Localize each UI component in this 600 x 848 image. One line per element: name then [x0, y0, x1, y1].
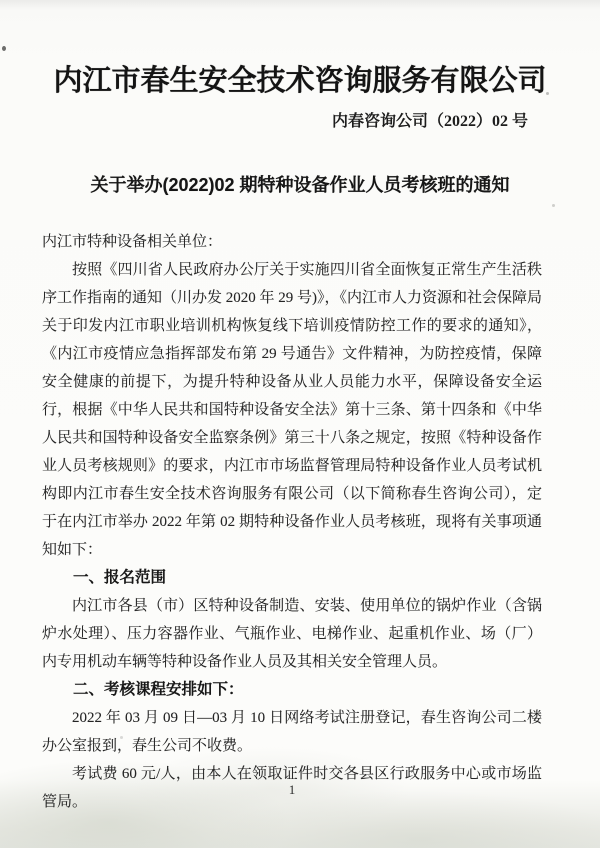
scan-speck-icon	[552, 204, 555, 207]
company-title: 内江市春生安全技术咨询服务有限公司	[53, 65, 547, 97]
doc-number: 内春咨询公司（2022）02 号	[331, 113, 528, 130]
notice-title: 关于举办(2022)02 期特种设备作业人员考核班的通知	[90, 175, 510, 195]
document-block: 内江市各县（市）区特种设备制造、安装、使用单位的锅炉作业（含锅炉水处理）、压力容器作业、气瓶作业、电梯作业、起重机作业、场（厂）内专用机动车辆等特种设备作业人员及其相关安全管理人员。	[42, 598, 542, 670]
scan-speck-icon	[120, 736, 123, 739]
document-block: 2022 年 03 月 09 日—03 月 10 日网络考试注册登记，春生咨询公司二楼办公室报到，春生公司不收费。	[42, 710, 542, 754]
scan-speck-icon	[546, 92, 549, 95]
scan-speck-icon	[2, 46, 6, 51]
document-block: 内江市特种设备相关单位：	[42, 234, 223, 250]
document-block: 考试费 60 元/人，由本人在领取证件时交各县区行政服务中心或市场监管局。	[42, 766, 542, 810]
page-number: 1	[288, 782, 296, 797]
document-block: 按照《四川省人民政府办公厅关于实施四川省全面恢复正常生产生活秩序工作指南的通知（川办发 2020 年 29 号)》，《内江市人力资源和社会保障局关于印发内江市职业培训机构恢复线下培训疫情防控工作的要求的通知》，《内江市疫情应急指挥部发布第 29 号通告》文件精神，为防控疫情，保障安全健康的前提下，为提升特种设备从业人员能力水平，保障设备安全运行，根据《中华人民共和国特种设备安全法》第十三条、第十四条和《中华人民共和国特种设备安全监察条例》第三十八条之规定，按照《特种设备作业人员考核规则》的要求，内江市市场监督管理局特种设备作业人员考试机构即内江市春生安全技术咨询服务有限公司（以下简称春生咨询公司），定于在内江市举办 2022 年第 02 期特种设备作业人员考核班，现将有关事项通知如下：	[42, 262, 542, 558]
document-block: 一、报名范围	[73, 569, 167, 586]
document-block: 二、考核课程安排如下：	[73, 681, 244, 698]
notice-body	[42, 228, 542, 816]
